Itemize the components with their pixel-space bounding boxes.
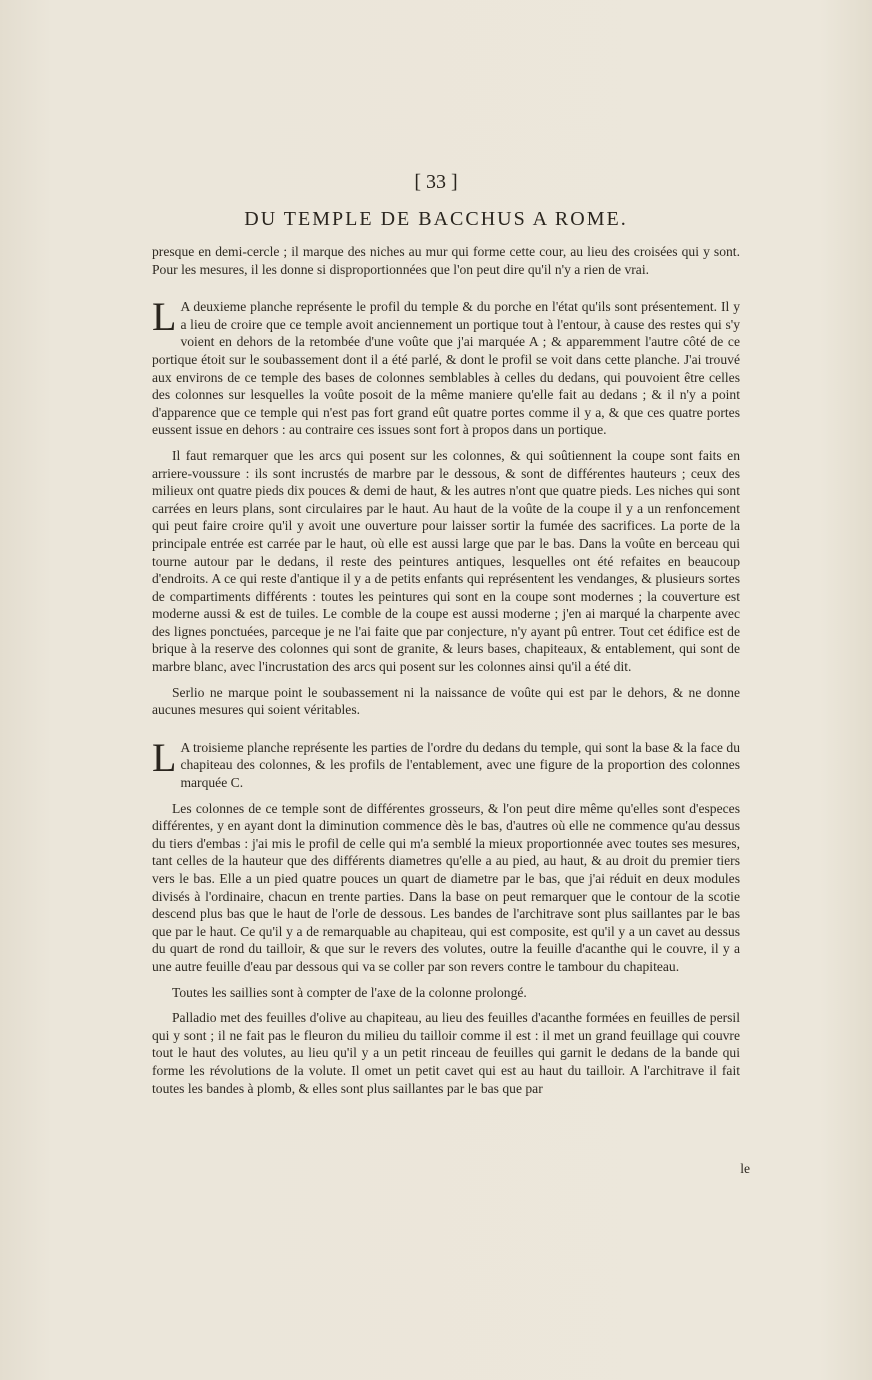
catchword: le <box>740 1161 750 1176</box>
paragraph-saillies: Toutes les saillies sont à compter de l'axe de la colonne prolongé. <box>172 984 527 1000</box>
paragraph-colonnes: Les colonnes de ce temple sont de différentes grosseurs, & l'on peut dire même qu'elles sont d'especes différentes, y en ayant dont la diminution commence dès le bas, d'autres où elle ne commence qu'au dessus du tiers d'embas : j'ai mis le profil de celle qui m'a semblé la mieux proportionnée avec toutes ses mesures, tant celles de la hauteur que des différents diametres qu'elle a au pied, au haut, & au droit du premier tiers vers le bas. Elle a un pied quatre pouces un quart de diametre par le bas, que j'ai réduit en deux modules divisés à l'ordinaire, chacun en trente parties. Dans la base on peut remarquer que le contour de la scotie descend plus bas que le haut de l'orle de dessous. Les bandes de l'architrave sont plus saillantes par le bas que par le haut. Ce qu'il y a de remarquable au chapiteau, qui est composite, est qu'il y a un cavet au dessus du quart de rond du tailloir, & que sur le revers des volutes, outre la feuille d'acanthe qui le couvre, il y a une autre feuille d'eau par dessous qui va se coller par son revers contre le tambour du chapiteau. <box>152 800 740 974</box>
paragraph-planche-deux: L A deuxieme planche représente le profil du temple & du porche en l'état qu'ils sont présentement. Il y a lieu de croire que ce temple avoit anciennement un portique tout à l'entour, à cause des restes qui s'y voient en dehors de la retombée d'une voûte que j'ai marquée A ; & apparemment l'autre côté de ce portique étoit sur le soubassement dont il a été parlé, & dont le profil se voit dans cette planche. J'ai trouvé aux environs de ce temple des bases de colonnes semblables à celles du dedans, qui pouvoient être celles des colonnes sur lesquelles la voûte posoit de la même maniere qu'elle fait au dedans ; & il n'y a point d'apparence que ce temple qui n'est pas fort grand eût quatre portes comme il y a, & que ces quatre portes eussent issue en dehors : au contraire ces issues sont fort à propos dans un portique. <box>152 294 740 438</box>
paragraph-palladio: Palladio met des feuilles d'olive au chapiteau, au lieu des feuilles d'acanthe formées en feuilles de persil qui y sont ; il ne fait pas le fleuron du milieu du tailloir comme il est : il met un grand feuillage qui couvre tout le haut des volutes, au lieu qu'il y a un petit rinceau de feuilles qui garnit le dedans de la bande qui forme les révolutions de la volute. Il omet un petit cavet qui est au haut du tailloir. A l'architrave il fait toutes les bandes à plomb, & elles sont plus saillantes par le bas que par <box>152 1010 740 1096</box>
paragraph-arcs: Il faut remarquer que les arcs qui posent sur les colonnes, & qui soûtiennent la coupe sont faits en arriere-voussure : ils sont incrustés de marbre par le dessous, & sont de différentes hauteurs ; ceux des milieux ont quatre pieds dix pouces & demi de haut, & les autres n'ont que quatre pieds. Les niches qui sont carrées en leurs plans, sont circulaires par le haut. Au haut de la voûte de la coupe il y a un renfoncement qui peut faire croire qu'il y avoit une ouverture pour laisser sortir la fumée des sacrifices. La porte de la principale entrée est carrée par le haut, où elle est aussi large que par le bas. Dans la voûte en berceau qui tourne autour par le dedans, il reste des peintures antiques, lesquelles ont été refaites en beaucoup d'endroits. A ce qui reste d'antique il y a de petits enfants qui représentent les vendanges, & plusieurs sortes de compartiments différents : toutes les peintures qui sont en la coupe sont modernes ; la couverture est moderne aussi & est de tuiles. Le comble de la coupe est aussi moderne ; j'en ai marqué la charpente avec des lignes ponctuées, parceque je ne l'ai faite que par conjecture, n'y ayant pû entrer. Tout cet édifice est de brique à la reserve des colonnes qui sont de granite, & leurs bases, chapiteaux, & entablement, qui sont de marbre blanc, avec l'incrustation des arcs qui posent sur les colonnes ainsi qu'il a été dit. <box>152 447 740 675</box>
drop-cap: L <box>152 734 177 780</box>
paragraph-serlio: Serlio ne marque point le soubassement ni la naissance de voûte qui est par le dehors, & ne donne aucunes mesures qui soient véritables. <box>152 684 740 718</box>
paragraph-continuation: presque en demi-cercle ; il marque des niches au mur qui forme cette cour, au lieu des croisées qui y sont. Pour les mesures, il les donne si disproportionnées que l'on peut dire qu'il n'y a rien de vrai. <box>152 244 740 277</box>
drop-cap: L <box>152 294 177 340</box>
page-number: [ 33 ] <box>414 171 458 193</box>
paragraph-planche-trois: L A troisieme planche représente les parties de l'ordre du dedans du temple, qui sont la base & la face du chapiteau des colonnes, & les profils de l'entablement, avec une figure de la proportion des colonnes marquée C. <box>152 734 740 791</box>
text-body <box>152 243 740 1097</box>
page-title: DU TEMPLE DE BACCHUS A ROME. <box>244 208 628 230</box>
